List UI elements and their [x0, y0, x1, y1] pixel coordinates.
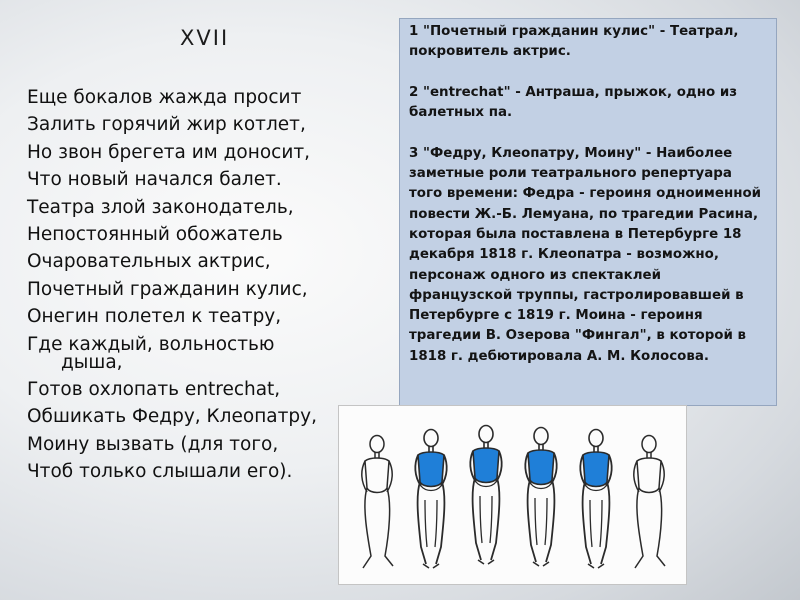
dancer-figures [362, 426, 665, 569]
poem-line: Онегин полетел к театру, [27, 306, 282, 328]
poem-stanza [27, 84, 317, 486]
poem-line-continuation: дыша, [61, 352, 123, 374]
poem-line: Обшикать Федру, Клеопатру, [27, 406, 317, 428]
dancers-drawing [339, 406, 686, 584]
footnote: 1 "Почетный гражданин кулис" - Театрал, покровитель актрис. [409, 24, 739, 60]
poem-line: Театра злой законодатель, [27, 196, 294, 218]
poem-line: Непостоянный обожатель [27, 224, 283, 246]
poem-line: Залить горячий жир котлет, [27, 114, 306, 136]
footnotes-box [399, 18, 777, 406]
dancer-outline-left [362, 436, 393, 569]
poem-line: Готов охлопать entrechat, [27, 379, 281, 401]
poem-line: Что новый начался балет. [27, 169, 282, 191]
ballet-dancers-illustration [338, 405, 687, 585]
dancer-blue [580, 430, 611, 569]
poem-line: Еще бокалов жажда просит [27, 87, 302, 108]
poem-line: Чтоб только слышали его). [27, 461, 293, 483]
dancer-outline-right [634, 436, 665, 569]
footnote: 3 "Федру, Клеопатру, Моину" - Наиболее заметные роли театрального репертуара того времени: Федра - героиня одноименной повести Ж.-Б. Лемуана, по трагедии Расина, которая была поставлена в Петербурге 18 декабря 1818 г. Клеопатра - возможно, персонаж одного из спектаклей французской труппы, гастролировавшей в Петербурге с 1819 г. Моина - героиня трагедии В. Озерова "Фингал", в которой в 1818 г. дебютировала А. М. Колосова. [409, 145, 762, 364]
poem-line: Но звон брегета им доносит, [27, 141, 311, 163]
dancer-blue [415, 430, 446, 569]
dancer-blue [470, 426, 501, 565]
footnote: 2 "entrechat" - Антраша, прыжок, одно из балетных па. [409, 84, 738, 121]
poem-line: Очаровательных актрис, [27, 251, 271, 273]
dancer-blue [525, 428, 556, 567]
poem-line: Почетный гражданин кулис, [27, 278, 308, 300]
poem-line: Моину вызвать (для того, [27, 433, 279, 455]
poem-line: Где каждый, вольностью [27, 333, 275, 355]
stanza-number: XVII [180, 26, 230, 50]
